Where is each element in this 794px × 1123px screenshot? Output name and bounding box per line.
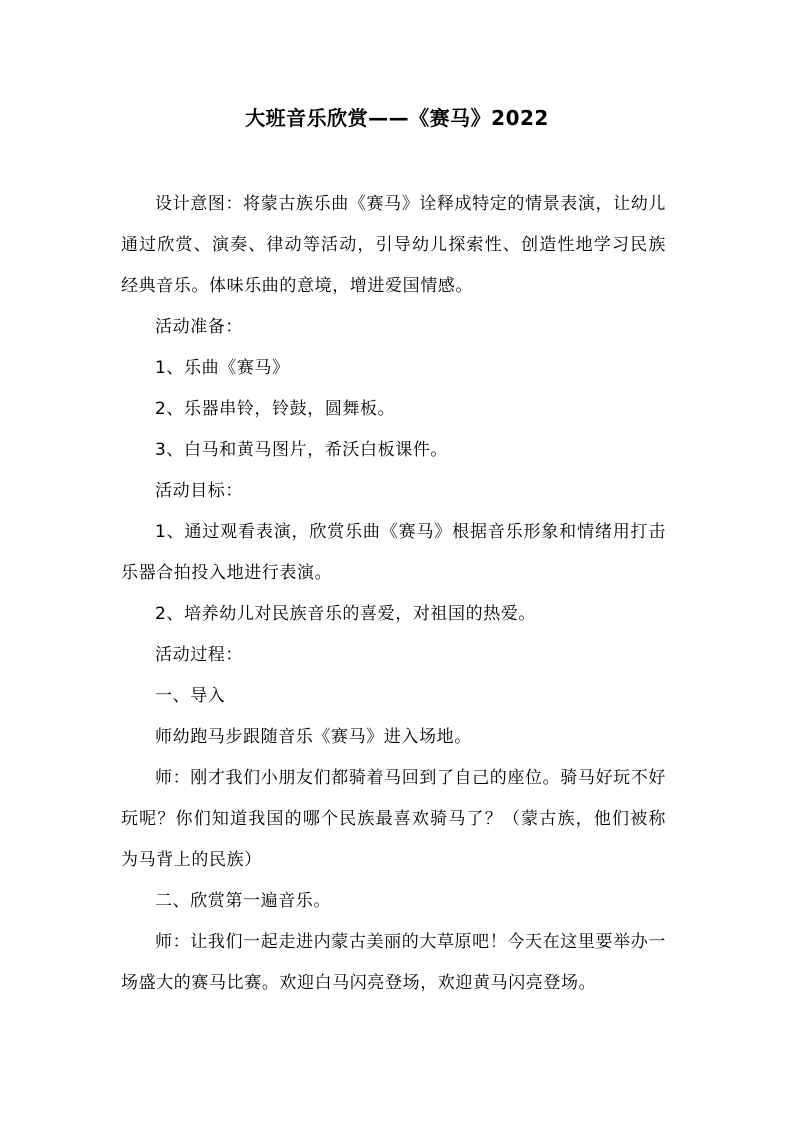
paragraph-preparation-2: 2、乐器串铃，铃鼓，圆舞板。 (155, 399, 396, 419)
paragraph-listen-heading: 二、欣赏第一遍音乐。 (155, 891, 331, 911)
paragraph-intro-2: 师：刚才我们小朋友们都骑着马回到了自己的座位。骑马好玩不好玩呢？你们知道我国的哪个民族最喜欢骑马了？（蒙古族，他们被称为马背上的民族） (121, 768, 666, 870)
paragraph-design-intent: 设计意图：将蒙古族乐曲《赛马》诠释成特定的情景表演，让幼儿通过欣赏、演奏、律动等活动，引导幼儿探索性、创造性地学习民族经典音乐。体味乐曲的意境，增进爱国情感。 (121, 194, 666, 296)
paragraph-preparation-1: 1、乐曲《赛马》 (155, 358, 290, 378)
paragraph-goal-2: 2、培养幼儿对民族音乐的喜爱，对祖国的热爱。 (155, 604, 537, 624)
paragraph-preparation-heading: 活动准备： (155, 317, 243, 337)
paragraph-preparation-3: 3、白马和黄马图片，希沃白板课件。 (155, 440, 449, 460)
paragraph-intro-heading: 一、导入 (155, 686, 226, 706)
paragraph-listen-1: 师：让我们一起走进内蒙古美丽的大草原吧！今天在这里要举办一场盛大的赛马比赛。欢迎白马闪亮登场，欢迎黄马闪亮登场。 (121, 932, 666, 993)
paragraph-intro-1: 师幼跑马步跟随音乐《赛马》进入场地。 (155, 727, 472, 747)
document-body (121, 184, 666, 1004)
paragraph-process-heading: 活动过程： (155, 645, 243, 665)
paragraph-goals-heading: 活动目标： (155, 481, 243, 501)
document-title: 大班音乐欣赏——《赛马》2022 (245, 106, 549, 130)
paragraph-goal-1: 1、通过观看表演，欣赏乐曲《赛马》根据音乐形象和情绪用打击乐器合拍投入地进行表演。 (121, 522, 666, 583)
